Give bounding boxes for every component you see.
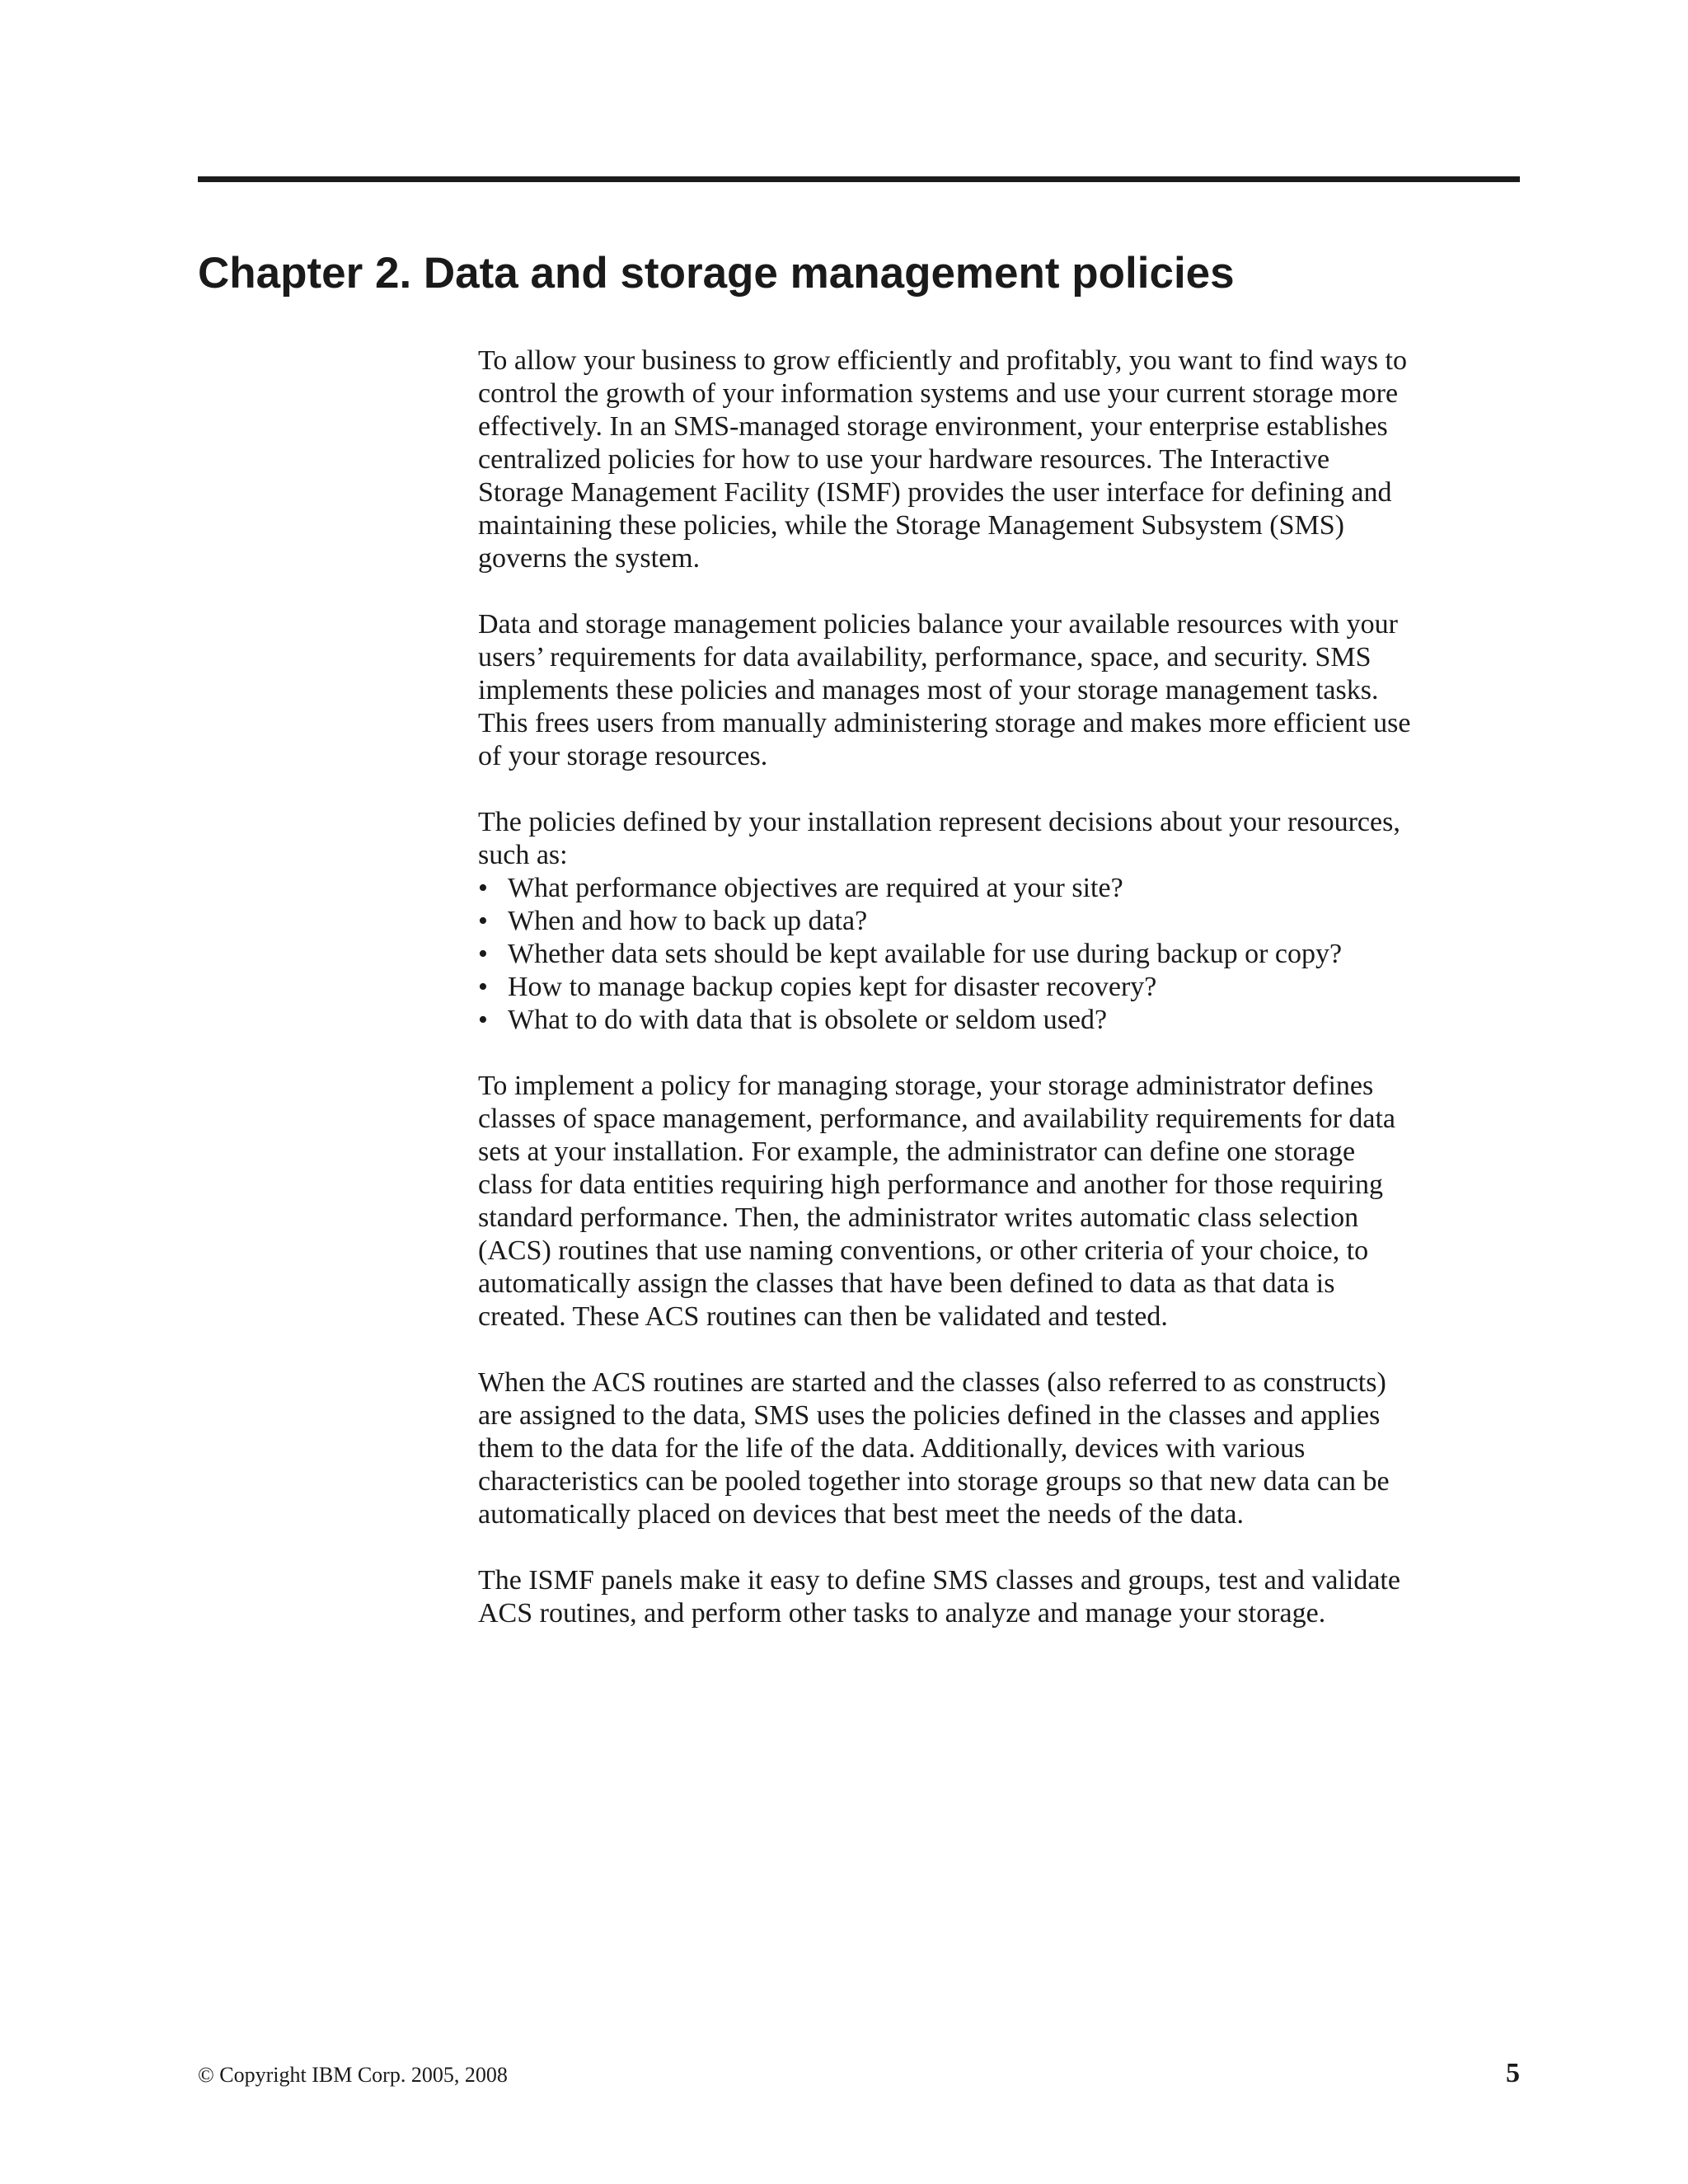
paragraph-ismf-panels: The ISMF panels make it easy to define SMS classes and groups, test and validate ACS routines, and perform other tasks to analyze and manage your storage. [478, 1565, 1400, 1629]
list-item [478, 971, 1520, 1004]
paragraph-policy-decisions: The policies defined by your installation represent decisions about your resources, such as: [478, 807, 1400, 870]
list-item-text: What performance objectives are required at your site? [508, 873, 1123, 903]
list-item-text: What to do with data that is obsolete or seldom used? [508, 1005, 1108, 1035]
paragraph-acs-routines: When the ACS routines are started and the classes (also referred to as constructs) are assigned to the data, SMS uses the policies defined in the classes and applies them to the data for the life of the data. Additionally, devices with various characteristics can be pooled together into storage groups so that new data can be automatically placed on devices that best meet the needs of the data. [478, 1367, 1390, 1530]
list-item [478, 905, 1520, 938]
chapter-header-rule [198, 176, 1520, 182]
list-item-text: How to manage backup copies kept for disaster recovery? [508, 972, 1157, 1002]
list-item-text: Whether data sets should be kept available for use during backup or copy? [508, 939, 1343, 969]
bullet-glyph: • [478, 939, 488, 969]
paragraph-intro-growth: To allow your business to grow efficiently and profitably, you want to find ways to control the growth of your information systems and use your current storage more effectively. In an SMS-managed storage environment, your enterprise establishes centralized policies for how to use your hardware resources. The Interactive Storage Management Facility (ISMF) provides the user interface for defining and maintaining these policies, while the Storage Management Subsystem (SMS) governs the system. [478, 345, 1407, 574]
chapter-title: Chapter 2. Data and storage management policies [198, 249, 1235, 298]
paragraph-policies-balance: Data and storage management policies balance your available resources with your users’ requirements for data availability, performance, space, and security. SMS implements these policies and manages most of your storage management tasks. This frees users from manually administering storage and makes more efficient use of your storage resources. [478, 609, 1411, 771]
list-item [478, 938, 1520, 971]
bullet-glyph: • [478, 906, 488, 936]
policy-questions-list [478, 872, 1520, 1037]
bullet-glyph: • [478, 873, 488, 903]
body-text [478, 344, 1520, 1663]
bullet-glyph: • [478, 972, 488, 1002]
bullet-glyph: • [478, 1005, 488, 1035]
page-number: 5 [1506, 2058, 1520, 2088]
list-item [478, 1004, 1520, 1037]
list-item-text: When and how to back up data? [508, 906, 868, 936]
footer-copyright: © Copyright IBM Corp. 2005, 2008 [198, 2063, 508, 2087]
paragraph-implement-policy: To implement a policy for managing storage, your storage administrator defines classes of space management, performance, and availability requirements for data sets at your installation. For example, the administrator can define one storage class for data entities requiring high performance and another for those requiring standard performance. Then, the administrator writes automatic class selection (ACS) routines that use naming conventions, or other criteria of your choice, to automatically assign the classes that have been defined to data as that data is created. These ACS routines can then be validated and tested. [478, 1071, 1396, 1332]
list-item [478, 872, 1520, 905]
